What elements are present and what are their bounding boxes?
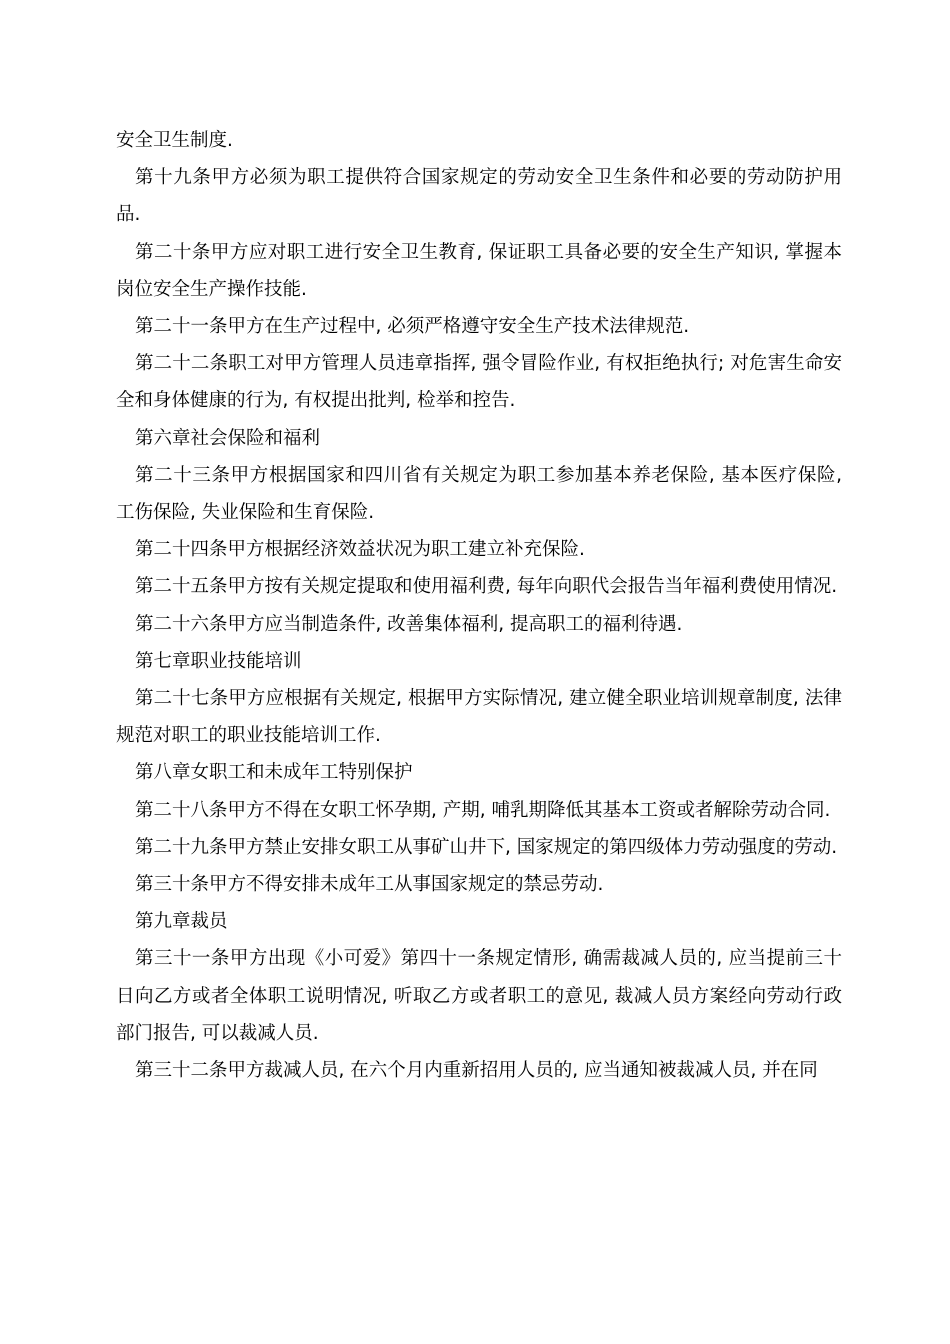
article-22: 第二十二条职工对甲方管理人员违章指挥, 强令冒险作业, 有权拒绝执行; 对危害生命安全和身体健康的行为, 有权提出批判, 检举和控告.	[116, 353, 842, 412]
article-32: 第三十二条甲方裁减人员, 在六个月内重新招用人员的, 应当通知被裁减人员, 并在同	[135, 1060, 818, 1082]
chapter-9-heading: 第九章裁员	[135, 911, 228, 933]
article-31: 第三十一条甲方出现《小可爱》第四十一条规定情形, 确需裁减人员的, 应当提前三十日向乙方或者全体职工说明情况, 听取乙方或者职工的意见, 裁减人员方案经向劳动行政部门报告, 可以裁减人员.	[116, 948, 842, 1044]
document-body	[116, 122, 842, 1089]
chapter-8-heading: 第八章女职工和未成年工特别保护	[135, 762, 413, 784]
article-28: 第二十八条甲方不得在女职工怀孕期, 产期, 哺乳期降低其基本工资或者解除劳动合同.	[135, 799, 831, 821]
article-29: 第二十九条甲方禁止安排女职工从事矿山井下, 国家规定的第四级体力劳动强度的劳动.	[135, 836, 838, 858]
article-30: 第三十条甲方不得安排未成年工从事国家规定的禁忌劳动.	[135, 874, 604, 896]
article-21: 第二十一条甲方在生产过程中, 必须严格遵守安全生产技术法律规范.	[135, 316, 690, 338]
article-25: 第二十五条甲方按有关规定提取和使用福利费, 每年向职代会报告当年福利费使用情况.	[135, 576, 838, 598]
article-19: 第十九条甲方必须为职工提供符合国家规定的劳动安全卫生条件和必要的劳动防护用品.	[116, 167, 842, 226]
article-26: 第二十六条甲方应当制造条件, 改善集体福利, 提高职工的福利待遇.	[135, 613, 683, 635]
paragraph: 安全卫生制度.	[116, 130, 233, 151]
chapter-6-heading: 第六章社会保险和福利	[135, 427, 321, 449]
chapter-7-heading: 第七章职业技能培训	[135, 650, 302, 672]
article-24: 第二十四条甲方根据经济效益状况为职工建立补充保险.	[135, 539, 585, 561]
article-23: 第二十三条甲方根据国家和四川省有关规定为职工参加基本养老保险, 基本医疗保险, 工伤保险, 失业保险和生育保险.	[116, 464, 842, 524]
article-20: 第二十条甲方应对职工进行安全卫生教育, 保证职工具备必要的安全生产知识, 掌握本岗位安全生产操作技能.	[116, 241, 842, 300]
article-27: 第二十七条甲方应根据有关规定, 根据甲方实际情况, 建立健全职业培训规章制度, 法律规范对职工的职业技能培训工作.	[116, 688, 842, 747]
